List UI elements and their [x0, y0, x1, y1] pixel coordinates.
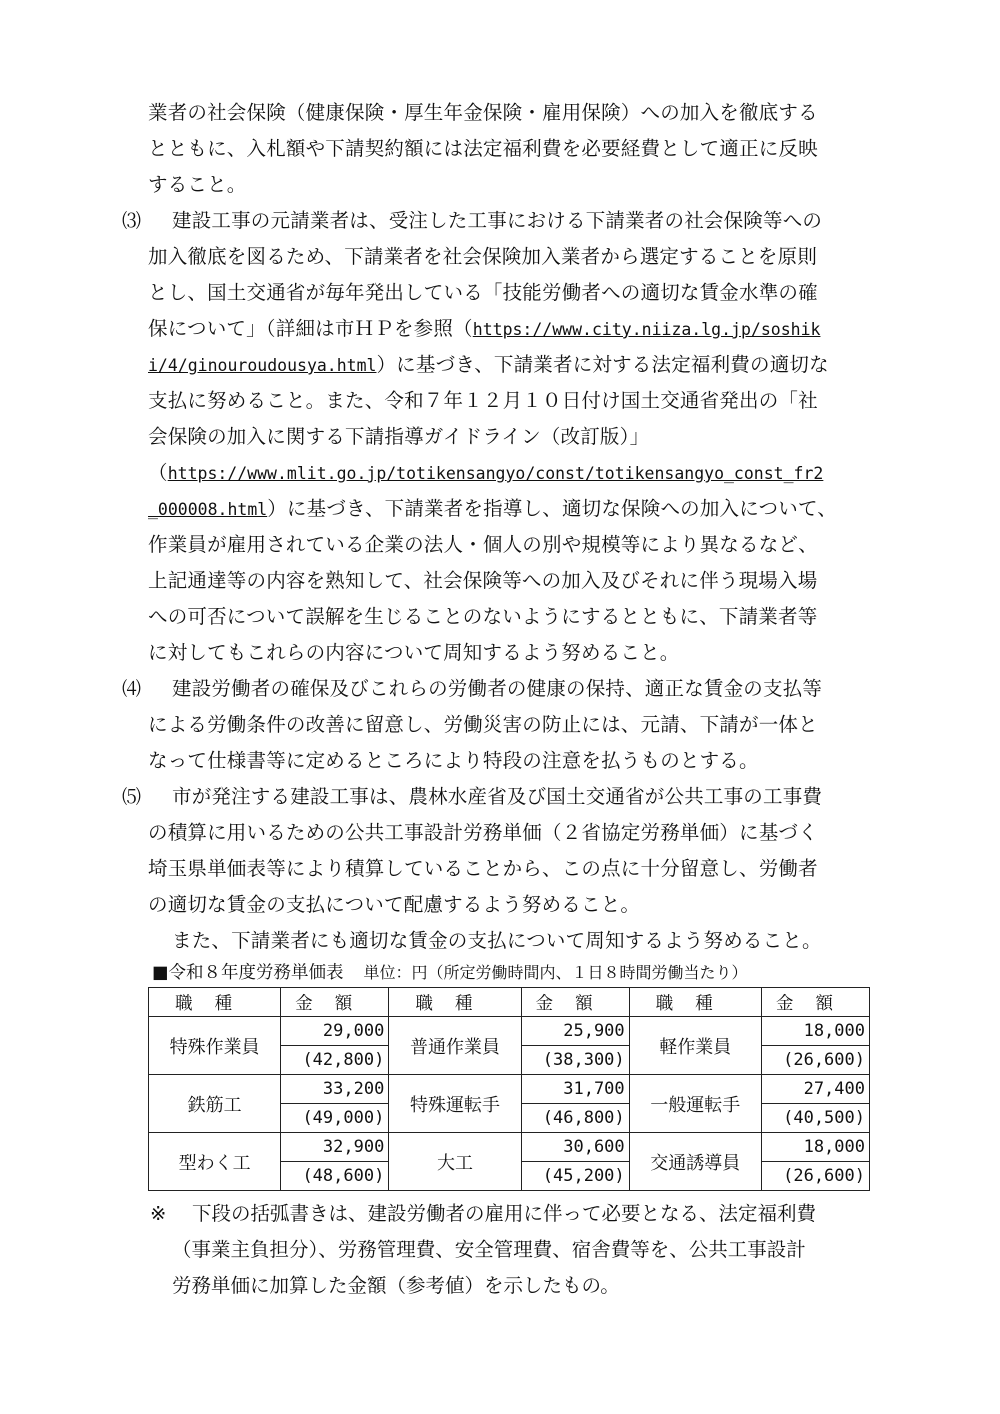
paragraph-line: 業者の社会保険（健康保険・厚生年金保険・雇用保険）への加入を徹底する	[148, 101, 818, 124]
header-amount: 金額	[521, 988, 629, 1017]
reference-cell: (46,800)	[521, 1104, 629, 1133]
line-text: ）に基づき、下請業者に対する法定福利費の適切な	[376, 353, 829, 376]
job-cell: 型わく工	[149, 1133, 281, 1191]
note-line: （事業主負担分）、労務管理費、安全管理費、宿舎費等を、公共工事設計	[172, 1238, 806, 1261]
job-cell: 交通誘導員	[629, 1133, 761, 1191]
reference-cell: (26,600)	[761, 1046, 869, 1075]
paragraph-line: なって仕様書等に定めるところにより特段の注意を払うものとする。	[148, 749, 759, 772]
job-cell: 軽作業員	[629, 1017, 761, 1075]
paragraph-line: 建設労働者の確保及びこれらの労働者の健康の保持、適正な賃金の支払等	[172, 677, 823, 700]
paragraph-line: への可否について誤解を生じることのないようにするとともに、下請業者等	[148, 605, 818, 628]
paragraph-line: とともに、入札額や下請契約額には法定福利費を必要経費として適正に反映	[148, 137, 818, 160]
wage-cell: 29,000	[281, 1017, 389, 1046]
reference-cell: (40,500)	[761, 1104, 869, 1133]
header-job: 職種	[149, 988, 281, 1017]
wage-cell: 25,900	[521, 1017, 629, 1046]
paragraph-line	[148, 353, 829, 378]
paragraph-line: 加入徹底を図るため、下請業者を社会保険加入業者から選定することを原則	[148, 245, 818, 268]
job-cell: 鉄筋工	[149, 1075, 281, 1133]
table-row	[149, 1075, 870, 1104]
reference-cell: (38,300)	[521, 1046, 629, 1075]
paragraph-line	[148, 317, 820, 342]
table-caption	[152, 962, 748, 984]
header-job: 職種	[629, 988, 761, 1017]
paragraph-line: 支払に努めること。また、令和７年１２月１０日付け国土交通省発出の「社	[148, 389, 818, 412]
paragraph-line	[148, 461, 823, 486]
item-number: ⑷	[122, 678, 142, 700]
job-cell: 一般運転手	[629, 1075, 761, 1133]
item-number: ⑶	[122, 210, 142, 232]
table-header-row	[149, 988, 870, 1017]
reference-cell: (26,600)	[761, 1162, 869, 1191]
wage-cell: 27,400	[761, 1075, 869, 1104]
reference-cell: (45,200)	[521, 1162, 629, 1191]
reference-cell: (49,000)	[281, 1104, 389, 1133]
line-text: （	[148, 461, 168, 484]
mlit-guideline-link[interactable]: https://www.mlit.go.jp/totikensangyo/const/totikensangyo_const_fr2	[167, 464, 824, 483]
wage-cell: 18,000	[761, 1133, 869, 1162]
paragraph-line: 埼玉県単価表等により積算していることから、この点に十分留意し、労働者	[148, 857, 818, 880]
wage-cell: 30,600	[521, 1133, 629, 1162]
wage-table	[148, 987, 870, 1191]
job-cell: 特殊作業員	[149, 1017, 281, 1075]
paragraph-line: の積算に用いるための公共工事設計労務単価（２省協定労務単価）に基づく	[148, 821, 818, 844]
job-cell: 普通作業員	[389, 1017, 521, 1075]
wage-cell: 32,900	[281, 1133, 389, 1162]
paragraph-line: また、下請業者にも適切な賃金の支払について周知するよう努めること。	[172, 929, 822, 952]
table-row	[149, 1133, 870, 1162]
note-line: 労務単価に加算した金額（参考値）を示したもの。	[172, 1274, 620, 1297]
paragraph-line: 市が発注する建設工事は、農林水産省及び国土交通省が公共工事の工事費	[172, 785, 823, 808]
table-unit: 単位：円（所定労働時間内、１日８時間労働当たり）	[363, 963, 748, 982]
mlit-guideline-link-continued[interactable]: _000008.html	[148, 500, 268, 519]
line-text: ）に基づき、下請業者を指導し、適切な保険への加入について、	[267, 497, 837, 520]
reference-cell: (42,800)	[281, 1046, 389, 1075]
paragraph-line: に対してもこれらの内容について周知するよう努めること。	[148, 641, 680, 664]
reference-cell: (48,600)	[281, 1162, 389, 1191]
paragraph-line: の適切な賃金の支払について配慮するよう努めること。	[148, 893, 641, 916]
paragraph-line: による労働条件の改善に留意し、労働災害の防止には、元請、下請が一体と	[148, 713, 818, 736]
note-mark: ※	[150, 1202, 167, 1225]
job-cell: 大工	[389, 1133, 521, 1191]
wage-cell: 31,700	[521, 1075, 629, 1104]
note-line: 下段の括弧書きは、建設労働者の雇用に伴って必要となる、法定福利費	[192, 1202, 817, 1225]
paragraph-line: 会保険の加入に関する下請指導ガイドライン（改訂版）」	[148, 425, 650, 448]
paragraph-line: 作業員が雇用されている企業の法人・個人の別や規模等により異なるなど、	[148, 533, 818, 556]
header-amount: 金額	[281, 988, 389, 1017]
paragraph-line	[148, 497, 837, 522]
table-row	[149, 1017, 870, 1046]
line-text: 保について」（詳細は市ＨＰを参照（	[148, 317, 473, 340]
wage-cell: 18,000	[761, 1017, 869, 1046]
table-title: ■令和８年度労務単価表	[152, 963, 344, 983]
city-hp-link-continued[interactable]: i/4/ginouroudousya.html	[148, 356, 377, 375]
wage-cell: 33,200	[281, 1075, 389, 1104]
paragraph-line: とし、国土交通省が毎年発出している「技能労働者への適切な賃金水準の確	[148, 281, 818, 304]
job-cell: 特殊運転手	[389, 1075, 521, 1133]
paragraph-line: 上記通達等の内容を熟知して、社会保険等への加入及びそれに伴う現場入場	[148, 569, 818, 592]
city-hp-link[interactable]: https://www.city.niiza.lg.jp/soshik	[472, 320, 821, 339]
item-number: ⑸	[122, 786, 142, 808]
paragraph-line: 建設工事の元請業者は、受注した工事における下請業者の社会保険等への	[172, 209, 823, 232]
paragraph-line: すること。	[148, 173, 247, 196]
header-job: 職種	[389, 988, 521, 1017]
header-amount: 金額	[761, 988, 869, 1017]
